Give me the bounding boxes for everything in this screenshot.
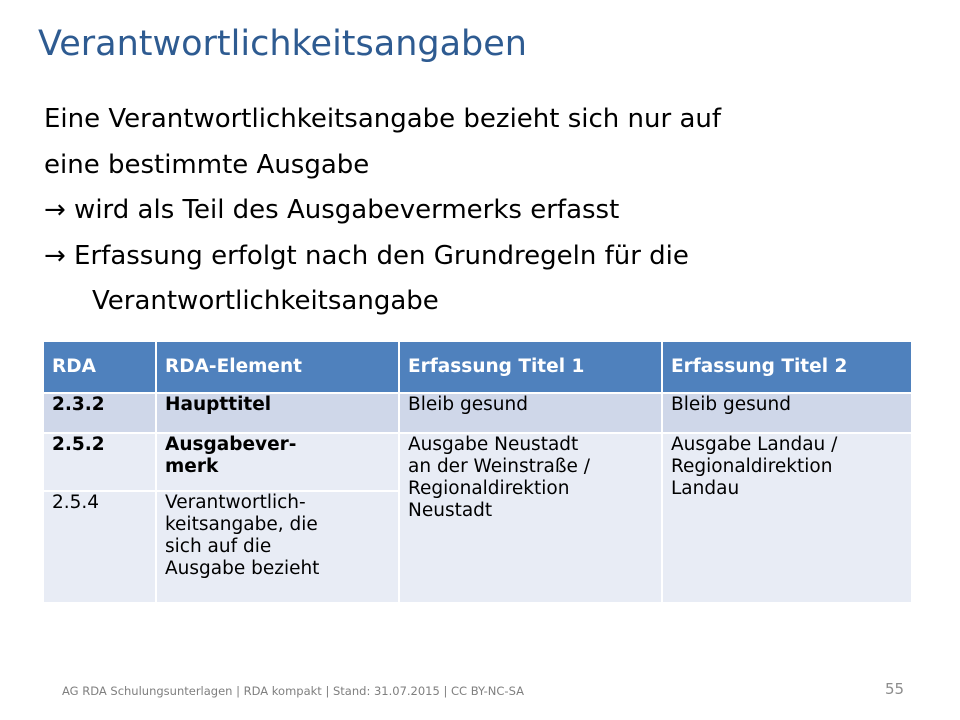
cell-titel-1-line: Regionaldirektion <box>408 478 570 499</box>
footer-text: AG RDA Schulungsunterlagen | RDA kompakt | Stand: 31.07.2015 | CC BY-NC-SA <box>62 684 524 698</box>
cell-element-line: Ausgabever- <box>165 434 297 455</box>
slide-body <box>44 97 924 325</box>
cell-element-line: Verantwortlich- <box>165 492 306 513</box>
cell-titel-2-line: Regionaldirektion <box>671 456 833 477</box>
table-row <box>43 433 912 491</box>
cell-element-line: sich auf die <box>165 536 272 557</box>
cell-element: Haupttitel <box>156 393 399 433</box>
cell-titel-1-line: an der Weinstraße / <box>408 456 590 477</box>
cell-titel-2-line: Landau <box>671 478 740 499</box>
body-line-1: Eine Verantwortlichkeitsangabe bezieht sich nur auf <box>44 104 722 134</box>
cell-titel-2: Bleib gesund <box>662 393 912 433</box>
cell-titel-1-line: Ausgabe Neustadt <box>408 434 579 455</box>
cell-rda: 2.3.2 <box>43 393 156 433</box>
header-rda-element: RDA-Element <box>156 341 399 393</box>
rda-table <box>42 340 913 604</box>
cell-titel-2 <box>662 433 912 603</box>
cell-titel-1-line: Neustadt <box>408 500 493 521</box>
table-row <box>43 393 912 433</box>
page-number: 55 <box>885 680 905 698</box>
cell-element <box>156 433 399 491</box>
body-line-3: → wird als Teil des Ausgabevermerks erfasst <box>44 195 620 225</box>
header-rda: RDA <box>43 341 156 393</box>
cell-element <box>156 491 399 603</box>
cell-titel-1: Bleib gesund <box>399 393 662 433</box>
header-erfassung-titel-1: Erfassung Titel 1 <box>399 341 662 393</box>
body-line-5: Verantwortlichkeitsangabe <box>92 286 439 316</box>
cell-rda: 2.5.2 <box>43 433 156 491</box>
body-line-2: eine bestimmte Ausgabe <box>44 149 370 180</box>
cell-element-line: keitsangabe, die <box>165 514 318 535</box>
slide-title: Verantwortlichkeitsangaben <box>38 24 527 64</box>
cell-element-line: merk <box>165 456 219 477</box>
table-header-row <box>43 341 912 393</box>
cell-titel-1 <box>399 433 662 603</box>
cell-rda: 2.5.4 <box>43 491 156 603</box>
body-line-4: → Erfassung erfolgt nach den Grundregeln für die <box>44 240 689 271</box>
cell-titel-2-line: Ausgabe Landau / <box>671 434 838 455</box>
header-erfassung-titel-2: Erfassung Titel 2 <box>662 341 912 393</box>
cell-element-line: Ausgabe bezieht <box>165 558 320 579</box>
